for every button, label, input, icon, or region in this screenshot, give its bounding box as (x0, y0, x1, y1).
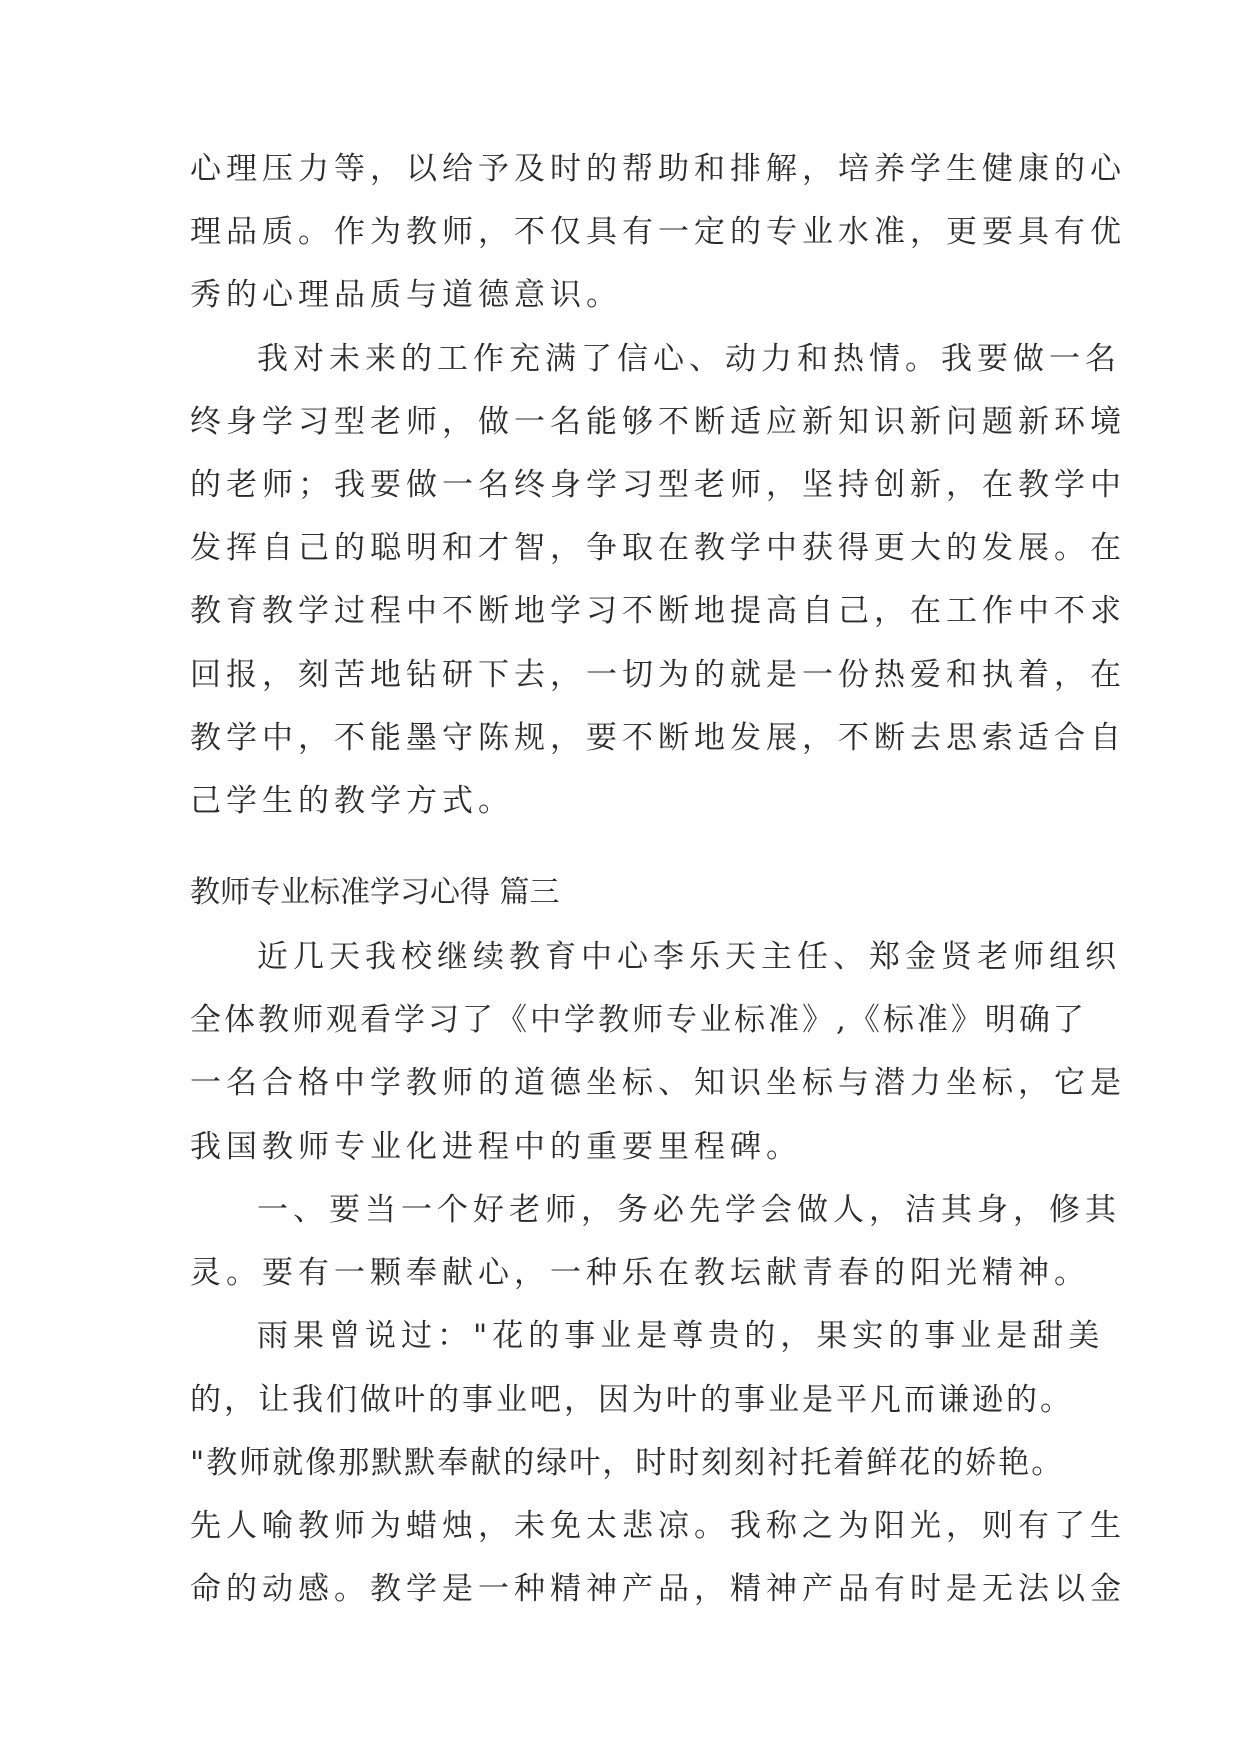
text-line-19: 的，让我们做叶的事业吧，因为叶的事业是平凡而谦逊的。 (190, 1382, 1074, 1418)
text-line-1: 心理压力等，以给予及时的帮助和排解，培养学生健康的心 (190, 151, 1126, 187)
text-line-12: 近几天我校继续教育中心李乐天主任、郑金贤老师组织 (257, 939, 1121, 975)
text-line-17: 灵。要有一颗奉献心，一种乐在教坛献青春的阳光精神。 (190, 1255, 1090, 1291)
text-line-16: 一、要当一个好老师，务必先学会做人，洁其身，修其 (257, 1192, 1121, 1228)
text-line-7: 发挥自己的聪明和才智，争取在教学中获得更大的发展。在 (190, 530, 1126, 566)
text-line-13: 全体教师观看学习了《中学教师专业标准》,《标准》明确了 (190, 1002, 1087, 1038)
text-line-14: 一名合格中学教师的道德坐标、知识坐标与潜力坐标，它是 (190, 1065, 1126, 1101)
text-line-4: 我对未来的工作充满了信心、动力和热情。我要做一名 (257, 341, 1121, 377)
text-line-6: 的老师；我要做一名终身学习型老师，坚持创新，在教学中 (190, 467, 1126, 503)
text-line-20: "教师就像那默默奉献的绿叶，时时刻刻衬托着鲜花的娇艳。 (190, 1445, 1065, 1481)
text-line-9: 回报，刻苦地钻研下去，一切为的就是一份热爱和执着，在 (190, 657, 1126, 693)
text-line-2: 理品质。作为教师，不仅具有一定的专业水准，更要具有优 (190, 214, 1126, 250)
text-line-10: 教学中，不能墨守陈规，要不断地发展，不断去思索适合自 (190, 720, 1126, 756)
section-heading: 教师专业标准学习心得 篇三 (190, 875, 560, 910)
text-line-15: 我国教师专业化进程中的重要里程碑。 (190, 1129, 802, 1165)
text-line-21: 先人喻教师为蜡烛，未免太悲凉。我称之为阳光，则有了生 (190, 1508, 1126, 1544)
text-line-8: 教育教学过程中不断地学习不断地提高自己，在工作中不求 (190, 593, 1126, 629)
text-line-11: 己学生的教学方式。 (190, 783, 514, 819)
text-line-3: 秀的心理品质与道德意识。 (190, 277, 622, 313)
text-line-5: 终身学习型老师，做一名能够不断适应新知识新问题新环境 (190, 404, 1126, 440)
text-line-22: 命的动感。教学是一种精神产品，精神产品有时是无法以金 (190, 1571, 1126, 1607)
text-line-18: 雨果曾说过："花的事业是尊贵的，果实的事业是甜美 (257, 1318, 1105, 1354)
